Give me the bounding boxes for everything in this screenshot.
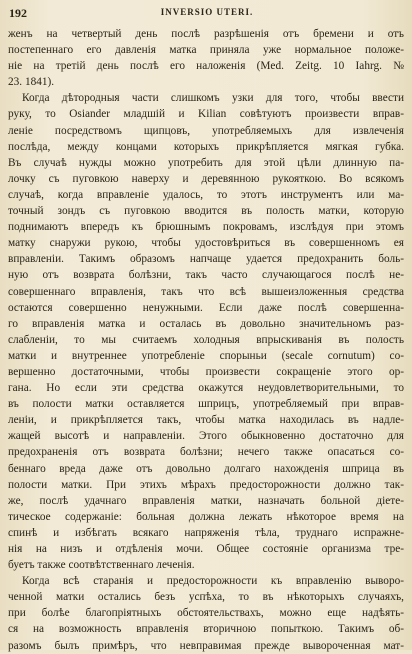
- text-line: ную отъ возврата болѣзни, такъ часто случающагося послѣ не-: [8, 269, 404, 282]
- text-line: жащей высотѣ и направленіи. Этого обыкновенно достаточно для: [8, 430, 404, 443]
- text-line: случаѣ, когда вправленіе удалось, то этотъ инструментъ или ма-: [8, 188, 404, 201]
- text-line: совершеннаго вправленія, такъ что всѣ вышеизложенныя средства: [8, 285, 404, 298]
- text-line: остаются совершенно ненужными. Если даже послѣ совершенна-: [8, 301, 404, 314]
- running-head: INVERSIO UTERI.: [160, 7, 254, 17]
- text-line: лочку съ пуговкою наверху и деревянною рукояткою. Во всякомъ: [8, 172, 404, 185]
- text-line: Когда дѣтородныя части слишкомъ узки для того, чтобы ввести: [22, 92, 404, 105]
- text-line: беннаго вреда даже отъ довольно долгаго нахожденія шприца въ: [8, 462, 404, 475]
- text-line: тическое содержаніе: больная должна лежать нѣкоторое время на: [8, 510, 404, 523]
- text-line: руку, то Osiander младшій и Kilian совѣтуютъ произвести вправ-: [8, 108, 404, 121]
- page-number: 192: [9, 6, 27, 20]
- text-line: женъ на четвертый день послѣ разрѣшенія отъ бремени и отъ: [8, 28, 404, 40]
- text-line: го вправленія матка и осталась въ довольно значительномъ раз-: [8, 317, 404, 330]
- text-line: поднимаютъ впередъ къ брюшнымъ покровамъ, изслѣдуя при этомъ: [8, 221, 404, 234]
- text-line: спинѣ и избѣгать всякаго напряженія тѣла, труднаго испражне-: [8, 526, 404, 539]
- text-line: матки и внутреннее употребленіе спорыньи (secale cornutum) со-: [8, 349, 404, 362]
- text-line: въ полости матки оставляется шприцъ, употребляемый при вправ-: [8, 398, 404, 411]
- text-line: ніе на третій день послѣ его наложенія (Med. Zeitg. 10 Iahrg. №: [8, 60, 404, 73]
- text-line: Когда всѣ старанія и предосторожности къ вправленію выворо-: [22, 575, 404, 588]
- text-line: нія на низъ и отдѣленія мочи. Общее состояніе организма тре-: [8, 543, 404, 555]
- text-line: гана. Но если эти средства окажутся неудовлетворительными, то: [8, 382, 404, 395]
- text-line: буетъ также соотвѣтственнаго леченія.: [8, 559, 195, 572]
- text-line: ся на возможность вправленія вторичною попыткою. Такимъ об-: [8, 623, 404, 636]
- text-line: 23. 1841).: [8, 76, 55, 89]
- text-line: разомъ былъ примѣръ, что невправимая прежде вывороченная мат-: [8, 639, 404, 652]
- text-line: при болѣе благопріятныхъ обстоятельствахъ, можно еще надѣять-: [8, 607, 404, 620]
- text-line: предохраненія отъ возврата болѣзни; нечего также опасаться со-: [8, 446, 404, 459]
- text-line: точный зондъ съ пуговкою вводится въ полость матки, которую: [8, 205, 404, 218]
- body-text: [8, 26, 404, 654]
- text-line: послѣда, между концами которыхъ прикрѣпляется мягкая губка.: [8, 140, 404, 153]
- text-line: постепеннаго его давленія матка приняла уже нормальное положе-: [8, 44, 404, 57]
- page-header: [9, 6, 405, 22]
- text-line: ченной матки остались безъ успѣха, то въ нѣкоторыхъ случаяхъ,: [8, 591, 404, 604]
- text-line: же, послѣ удачнаго вправленія матки, назначать больной діете-: [8, 494, 404, 507]
- text-line: вершенно достаточными, чтобы произвести сокращеніе этого ор-: [8, 365, 404, 378]
- text-line: вправленіи. Такимъ образомъ напчаще удается предохранить боль-: [8, 253, 404, 266]
- text-line: матку снаружи рукою, чтобы удостовѣриться въ совершенномъ ея: [8, 237, 404, 250]
- text-line: Въ случаѣ нужды можно употребить для этой цѣли длинную па-: [8, 156, 404, 169]
- text-line: слабленіи, то мы считаемъ холодныя впрыскиванія въ полость: [8, 333, 404, 346]
- text-line: леніи, и прикрѣпляется такъ, чтобы матка находилась въ надле-: [8, 414, 404, 427]
- text-line: леніе посредствомъ щипцовъ, употребляемыхъ для извлеченія: [8, 124, 404, 137]
- text-line: полости матки. При этихъ мѣрахъ предосторожности должно так-: [8, 478, 404, 491]
